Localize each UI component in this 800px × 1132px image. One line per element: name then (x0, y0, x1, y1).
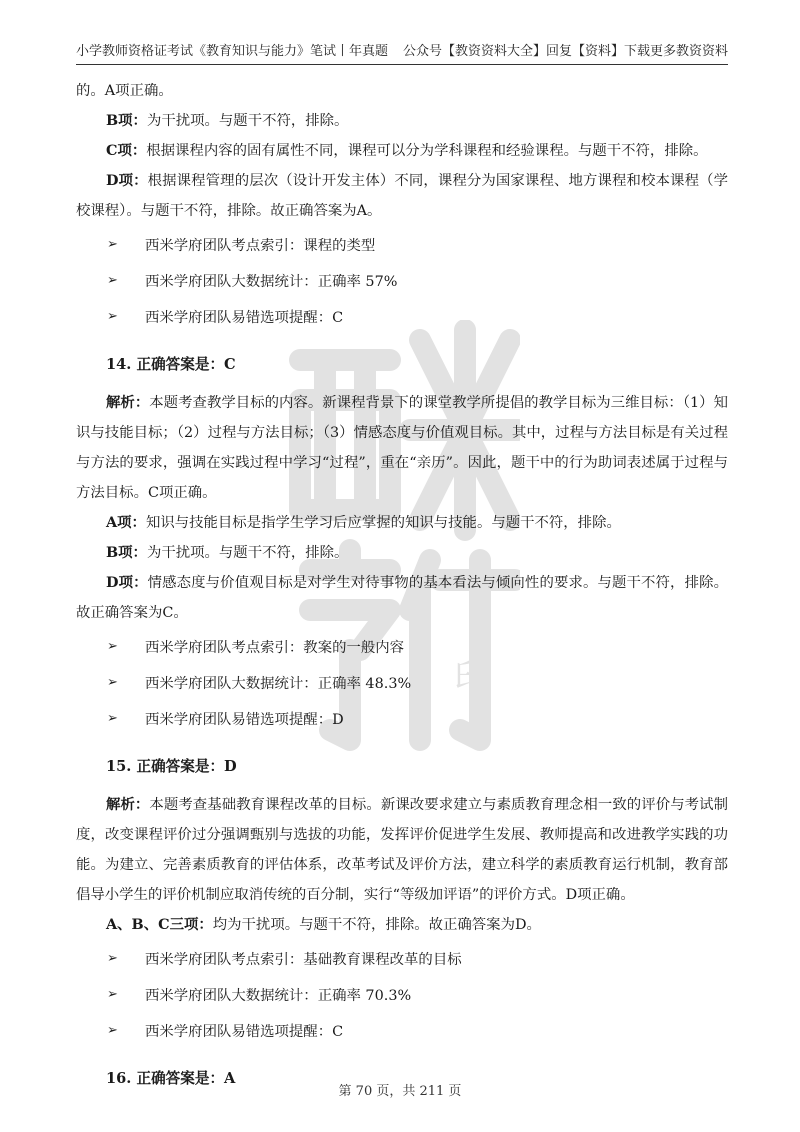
arrow-bullet-icon: ➢ (107, 1022, 118, 1038)
q15-answer-heading: 15. 正确答案是：D (106, 758, 237, 775)
watermark-seal-char: 印 (454, 658, 491, 699)
q14-option-a: A项：知识与技能目标是指学生学习后应掌握的知识与技能。与题干不符，排除。 (106, 514, 621, 531)
q14-bullet-stats: ➢ 西米学府团队大数据统计：正确率 48.3% (107, 674, 412, 692)
q14-option-d: D项：情感态度与价值观目标是对学生对待事物的基本看法与倾向性的要求。与题干不符，排除。故正确答案为C。 (76, 574, 728, 621)
q14-option-b: B项：为干扰项。与题干不符，排除。 (106, 544, 349, 561)
q13-bullet-stats: ➢ 西米学府团队大数据统计：正确率 57% (107, 272, 398, 290)
q14-bullet-error: ➢ 西米学府团队易错选项提醒：D (107, 710, 344, 728)
q15-bullet-index: ➢ 西米学府团队考点索引：基础教育课程改革的目标 (107, 950, 462, 968)
arrow-bullet-icon: ➢ (107, 638, 118, 654)
q15-bullet-error: ➢ 西米学府团队易错选项提醒：C (107, 1022, 344, 1040)
q14-answer-heading: 14. 正确答案是：C (106, 356, 236, 373)
page-number: 第 70 页，共 211 页 (338, 1084, 462, 1099)
arrow-bullet-icon: ➢ (107, 236, 118, 252)
q16-answer-heading: 16. 正确答案是：A (106, 1070, 236, 1087)
q15-bullet-stats: ➢ 西米学府团队大数据统计：正确率 70.3% (107, 986, 412, 1004)
q14-bullet-index: ➢ 西米学府团队考点索引：教案的一般内容 (107, 638, 405, 656)
arrow-bullet-icon: ➢ (107, 674, 118, 690)
q13-section (76, 76, 728, 334)
q13-bullet-error: ➢ 西米学府团队易错选项提醒：C (107, 308, 344, 326)
arrow-bullet-icon: ➢ (107, 950, 118, 966)
q13-option-b: B项：为干扰项。与题干不符，排除。 (106, 112, 349, 129)
header-promo: 公众号【教资资料大全】回复【资料】下载更多教资资料 (402, 44, 728, 59)
q15-section (76, 744, 728, 1048)
arrow-bullet-icon: ➢ (107, 986, 118, 1002)
q15-analysis: 解析：本题考查基础教育课程改革的目标。新课改要求建立与素质教育理念相一致的评价与考试制度，改变课程评价过分强调甄别与选拔的功能，发挥评价促进学生发展、教师提高和改进教学实践的功能。为建立、完善素质教育的评估体系，改革考试及评价方法，建立科学的素质教育运行机制，教育部倡导小学生的评价机制应取消传统的百分制，实行“等级加评语”的评价方式。D项正确。 (76, 796, 728, 903)
arrow-bullet-icon: ➢ (107, 272, 118, 288)
q15-options-abc: A、B、C三项：均为干扰项。与题干不符，排除。故正确答案为D。 (106, 916, 541, 933)
q14-section (76, 342, 728, 736)
answer-analysis-content (76, 76, 728, 1102)
arrow-bullet-icon: ➢ (107, 710, 118, 726)
q13-option-d: D项：根据课程管理的层次（设计开发主体）不同，课程分为国家课程、地方课程和校本课程（学校课程）。与题干不符，排除。故正确答案为A。 (76, 172, 728, 219)
q13-continuation: 的。A项正确。 (76, 83, 173, 99)
page-header (76, 40, 728, 65)
header-title: 小学教师资格证考试《教育知识与能力》笔试丨年真题 (76, 44, 389, 59)
q13-bullet-index: ➢ 西米学府团队考点索引：课程的类型 (107, 236, 376, 254)
q13-option-c: C项：根据课程内容的固有属性不同，课程可以分为学科课程和经验课程。与题干不符，排除。 (106, 142, 708, 159)
arrow-bullet-icon: ➢ (107, 308, 118, 324)
q14-analysis: 解析：本题考查教学目标的内容。新课程背景下的课堂教学所提倡的教学目标为三维目标：（1）知识与技能目标；（2）过程与方法目标；（3）情感态度与价值观目标。其中，过程与方法目标是有关过程与方法的要求，强调在实践过程中学习“过程”，重在“亲历”。因此，题干中的行为助词表述属于过程与方法目标。C项正确。 (76, 394, 728, 501)
